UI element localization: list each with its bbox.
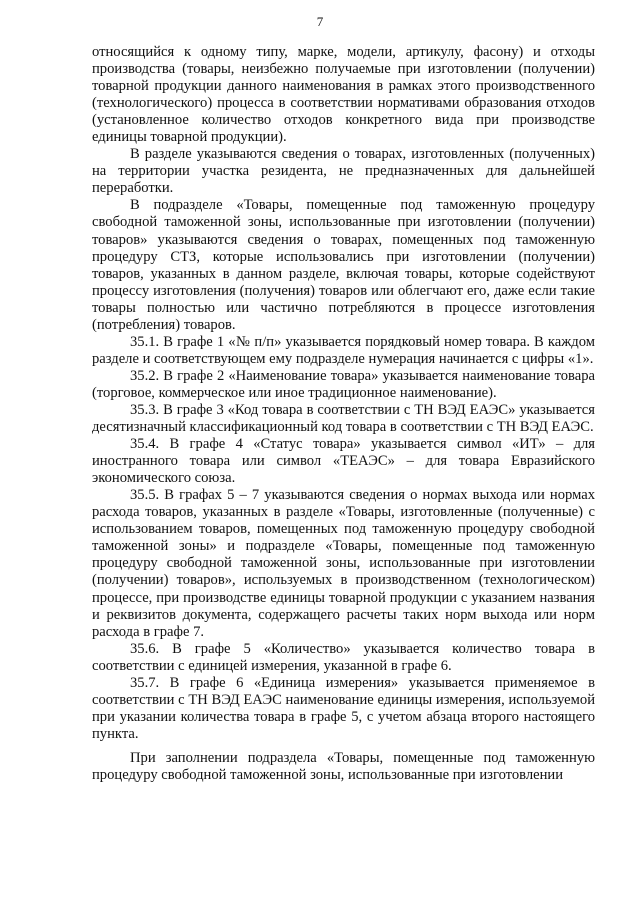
paragraph-35-4: 35.4. В графе 4 «Статус товара» указывается символ «ИТ» – для иностранного товара или символ «ТЕАЭС» – для товара Евразийского экономического союза.: [92, 436, 595, 487]
document-body: [92, 44, 595, 784]
paragraph-35-5: 35.5. В графах 5 – 7 указываются сведения о нормах выхода или нормах расхода товаров, указанных в разделе «Товары, изготовленные (полученные) с использованием товаров, помещенных под таможенную процедуру свободной таможенной зоны» и подразделе «Товары, помещенные под таможенную процедуру свободной таможенной зоны, использованные при изготовлении (получении) товаров», используемых в производственном (технологическом) процессе, при производстве единицы товарной продукции с указанием названия и реквизитов документа, содержащего расчеты таких норм выхода или норм расхода в графе 7.: [92, 487, 595, 640]
paragraph-continuation: относящийся к одному типу, марке, модели, артикулу, фасону) и отходы производства (товары, неизбежно получаемые при изготовлении (получении) товарной продукции данного наименования в рамках этого производственного (технологического) процесса в соответствии нормативами образования отходов (установленное количество отходов конкретного вида при производстве единицы товарной продукции).: [92, 44, 595, 146]
paragraph-35-2: 35.2. В графе 2 «Наименование товара» указывается наименование товара (торговое, коммерческое или иное традиционное наименование).: [92, 367, 595, 401]
page-number: 7: [316, 14, 324, 29]
paragraph-35-7: 35.7. В графе 6 «Единица измерения» указывается применяемое в соответствии с ТН ВЭД ЕАЭС наименование единицы измерения, используемой при указании количества товара в графе 5, с учетом абзаца второго настоящего пункта.: [92, 674, 595, 742]
paragraph-35-6: 35.6. В графе 5 «Количество» указывается количество товара в соответствии с единицей измерения, указанной в графе 6.: [92, 640, 595, 674]
paragraph-subsection: В подразделе «Товары, помещенные под таможенную процедуру свободной таможенной зоны, использованные при изготовлении (получении) товаров» указываются сведения о товарах, помещенных под таможенную процедуру СТЗ, которые использовались при изготовлении (получении) товаров, указанных в данном разделе, включая товары, которые содействуют процессу изготовления (получения) товаров или облегчают его, даже если такие товары полностью или частично потребляются в процессе изготовления (потребления) товаров.: [92, 197, 595, 333]
paragraph-35-1: 35.1. В графе 1 «№ п/п» указывается порядковый номер товара. В каждом разделе и соответствующем ему подразделе нумерация начинается с цифры «1».: [92, 333, 595, 367]
paragraph-filling-note: При заполнении подраздела «Товары, помещенные под таможенную процедуру свободной таможенной зоны, использованные при изготовлении: [92, 749, 595, 783]
paragraph-35-3: 35.3. В графе 3 «Код товара в соответствии с ТН ВЭД ЕАЭС» указывается десятизначный классификационный код товара в соответствии с ТН ВЭД ЕАЭС.: [92, 401, 595, 436]
paragraph-section-intro: В разделе указываются сведения о товарах, изготовленных (полученных) на территории участка резидента, не предназначенных для дальнейшей переработки.: [92, 146, 595, 197]
